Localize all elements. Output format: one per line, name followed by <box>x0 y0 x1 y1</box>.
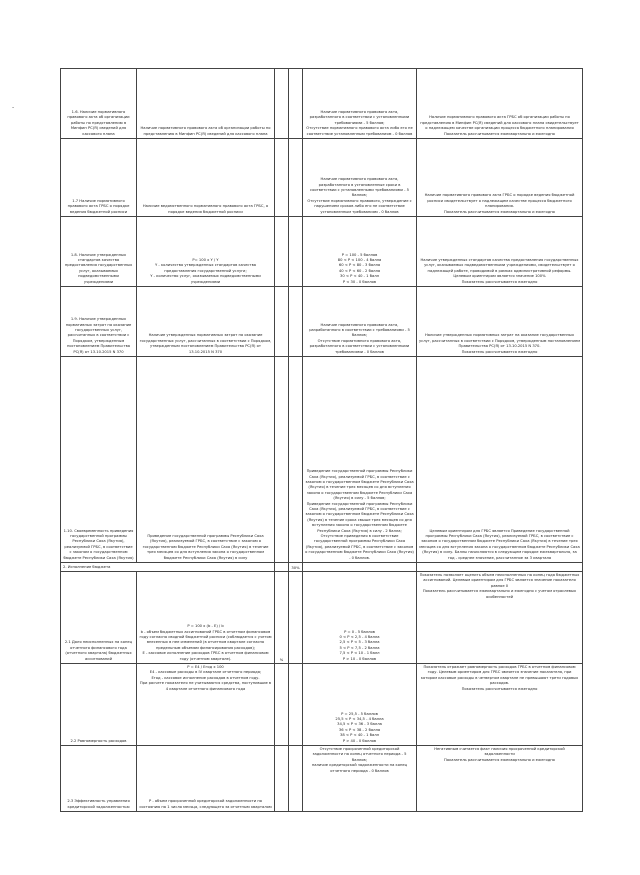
indicator-weight <box>289 217 303 287</box>
indicator-comment: Наличие утвержденных стандартов качества предоставления государственных услуг, оказываемых подведомственными учреждениями, свидетельствует о надлежащей работе, проводимой в рамках административной реформы. Целевым ориентиром является значение 100% Показатель рассчитывается ежегодно <box>417 217 583 287</box>
indicator-scoring: P = 25,5 - 5 баллов 25,5 < P < 34,5 - 4 балла 34,5 < P < 36 - 3 балла 36 < P < 38 - 2 балла 38 < P < 40 - 1 балл P > 40 - 0 баллов <box>303 664 417 746</box>
section-header-row <box>61 563 583 572</box>
section-title: 2. Исполнение бюджета <box>61 563 275 572</box>
indicator-weight <box>289 572 303 664</box>
indicator-formula: P = E4 / Eгод x 100 E4 - кассовые расходы в IV квартале отчетного периода; Eгод - кассовое исполнение расходов в отчетном году. При расчете показателя не учитываются средства, поступившие в 4 квартале отчетного финансового года <box>137 664 275 746</box>
indicator-scoring: Наличие нормативного правового акта, разработанного в соответствии с установленными требованиями - 5 баллов; Отсутствие нормативного правового акта либо его не соответствие установленным требованиям - 0 баллов <box>303 69 417 139</box>
table-row <box>61 357 583 563</box>
indicator-unit: % <box>275 572 289 664</box>
indicator-formula: P= 100 x Y / Y Y - количество утвержденных стандартов качества предоставления государственной услуги; Y - количество услуг, оказываемых подведомственными учреждениями <box>137 217 275 287</box>
indicator-weight <box>289 746 303 812</box>
indicator-name: 2.2 Равномерность расходов <box>61 664 137 746</box>
indicator-weight <box>289 139 303 217</box>
margin-mark: - <box>12 104 15 111</box>
evaluation-table-sheet <box>60 68 582 812</box>
indicator-name: 1.7 Наличие нормативного правового акта ГРБС о порядке ведения бюджетной росписи <box>61 139 137 217</box>
indicator-comment: Показатель позволяет оценить объем неисполненных на конец года бюджетных ассигнований. Целевым ориентиром для ГРБС является значение показателя равное 0 Показатель рассчитывается ежеквартально и ежегодно с учетом отраслевых особенностей <box>417 572 583 664</box>
indicator-scoring: Приведение государственной программы Республики Саха (Якутия), реализуемой ГРБС, в соответствие с законом о государственном бюджете Республики Саха (Якутия) в течение трех месяцев со дня вступления закона о государственном бюджете Республики Саха (Якутия) в силу - 5 баллов; Приведение государственной программы Республики Саха (Якутия), реализуемой ГРБС, в соответствие с законом о государственном бюджете Республики Саха (Якутия) в течение срока свыше трех месяцев со дня вступления закона о государственном бюджете Республики Саха (Якутия) в силу - 2 балла; Отсутствие приведения в соответствие государственной программы Республики Саха (Якутия), реализуемой ГРБС, в соответствие с законом о государственном бюджете Республики Саха (Якутия) - 0 баллов. <box>303 357 417 563</box>
indicator-unit <box>275 287 289 357</box>
section-unit <box>275 563 289 572</box>
indicator-unit <box>275 139 289 217</box>
indicator-unit <box>275 746 289 812</box>
indicator-formula: Наличие нормативного правового акта об организации работы по представлению в Минфин РС(Я) сведений для кассового плана <box>137 69 275 139</box>
table-row <box>61 572 583 664</box>
indicator-scoring: Отсутствие просроченной кредиторской задолженности на конец отчетного периода - 5 баллов; наличие кредиторской задолженности на конец отчетного периода - 0 баллов <box>303 746 417 812</box>
indicator-comment: Показатель отражает равномерность расходов ГРБС в отчетном финансовом году. Целевым ориентиром для ГРБС является значение показателя, при котором кассовые расходы в четвертом квартале не превышают трети годовых расходов. Показатель рассчитывается ежегодно <box>417 664 583 746</box>
section-weight: 30% <box>289 563 303 572</box>
indicator-formula: Приведение государственной программы Республики Саха (Якутия), реализуемой ГРБС, в соответствие с законом о государственном бюджете Республики Саха (Якутия) в течение трех месяцев со дня вступления закона о государственном бюджете Республики Саха (Якутия) в силу <box>137 357 275 563</box>
indicator-unit <box>275 217 289 287</box>
indicator-scoring: Наличие нормативного правового акта, разработанного в соответствии с требованиями - 5 баллов; Отсутствие нормативного правового акта, разработанного в соответствии с установленными требованиями - 0 баллов <box>303 287 417 357</box>
indicator-name: 2.3 Эффективность управления кредиторской задолженностью <box>61 746 137 812</box>
section-scoring <box>303 563 417 572</box>
indicator-weight <box>289 287 303 357</box>
indicator-scoring: P = 0 - 5 баллов 0 < P < 2,5 - 4 балла 2,5 < P < 5 - 3 балла 5 < P < 7,5 - 2 балла 7,5 < P < 10 - 1 балл P > 10 - 0 баллов <box>303 572 417 664</box>
table-row <box>61 664 583 746</box>
indicator-formula: Наличие ведомственного нормативного правового акта ГРБС, о порядке ведения бюджетной росписи <box>137 139 275 217</box>
evaluation-table <box>60 68 583 812</box>
indicator-unit <box>275 357 289 563</box>
table-row <box>61 287 583 357</box>
indicator-formula: P - объем просроченной кредиторской задолженности по состоянию на 1 число месяца, следующего за отчетным кварталом <box>137 746 275 812</box>
indicator-unit <box>275 664 289 746</box>
indicator-formula: Наличие утвержденных нормативных затрат на оказание государственных услуг, рассчитанных в соответствии с Порядком, утвержденным постановлением Правительства РС(Я) от 13.10.2015 N 370 <box>137 287 275 357</box>
indicator-comment: Негативным считается факт наличия просроченной кредиторской задолженности Показатель рассчитывается ежеквартально и ежегодно <box>417 746 583 812</box>
indicator-comment: Наличие утвержденных нормативных затрат на оказание государственных услуг, рассчитанных в соответствии с Порядком, утвержденным постановлением Правительства РС(Я) от 13.10.2015 N 370. Показатель рассчитывается ежегодно <box>417 287 583 357</box>
indicator-comment: Наличие нормативного правового акта ГРБС о порядке ведения бюджетной росписи свидетельствует о надлежащем качестве процесса бюджетного планирования. Показатель рассчитывается ежеквартально и ежегодно <box>417 139 583 217</box>
indicator-name: 2.1 Доля неисполненных на конец отчетного финансового года (отчетного квартала) бюджетных ассигнований <box>61 572 137 664</box>
table-row <box>61 217 583 287</box>
indicator-comment: Целевым ориентиром для ГРБС является Приведение государственной программы Республики Саха (Якутия), реализуемой ГРБС, в соответствие с законом о государственном бюджете Республики Саха (Якутия) в течение трех месяцев со дня вступления закона о государственном бюджете Республики Саха (Якутия) в силу. Баллы начисляются в следующем порядке ежеквартально, за год - среднее значение, рассчитанное за 3 квартала <box>417 357 583 563</box>
table-row <box>61 746 583 812</box>
indicator-weight <box>289 69 303 139</box>
indicator-scoring: P = 100 - 5 баллов 80 < P < 100 - 4 балла 60 < P < 80 - 3 балла 40 < P < 60 - 2 балла 30 < P < 40 - 1 балл P < 30 - 0 баллов <box>303 217 417 287</box>
indicator-name: 1.8. Наличие утвержденных стандартов качества предоставления государственных услуг, оказываемых подведомственными учреждениями <box>61 217 137 287</box>
indicator-weight <box>289 357 303 563</box>
table-row <box>61 69 583 139</box>
indicator-name: 1.9. Наличие утвержденных нормативных затрат на оказание государственных услуг, рассчитанных в соответствии с Порядком, утвержденным постановлением Правительства РС(Я) от 13.10.2015 N 370 <box>61 287 137 357</box>
indicator-name: 1.6. Наличие нормативного правового акта об организации работы по представлению в Минфин РС(Я) сведений для кассового плана <box>61 69 137 139</box>
indicator-comment: Наличие нормативного правового акта ГРБС об организации работы по представлению в Минфин РС(Я) сведений для кассового плана свидетельствует о надлежащем качестве организации процесса бюджетного планирования Показатель рассчитывается ежеквартально и ежегодно <box>417 69 583 139</box>
indicator-unit <box>275 69 289 139</box>
section-comment <box>417 563 583 572</box>
indicator-scoring: Наличие нормативного правового акта, разработанного в установленные сроки в соответствии с установленными требованиями - 5 баллов; Отсутствие нормативного правового, утверждение с нарушением сроков либо его не соответствие установленным требованиям - 0 баллов <box>303 139 417 217</box>
indicator-weight <box>289 664 303 746</box>
indicator-name: 1.10. Своевременность приведения государственной программы Республики Саха (Якутия), реализуемой ГРБС, в соответствие с законом о государственном бюджете Республики Саха (Якутия) <box>61 357 137 563</box>
table-row <box>61 139 583 217</box>
indicator-formula: P = 100 x (b - E) / b b - объем бюджетных ассигнований ГРБС в отчетном финансовом году согласно сводной бюджетной росписи (соблюдается с учетом внесенных в нее изменений (в отчетном квартале согласно предельным объемам финансирования расходов); E - кассовое исполнение расходов ГРБС в отчетном финансовом году (отчетном квартале). <box>137 572 275 664</box>
